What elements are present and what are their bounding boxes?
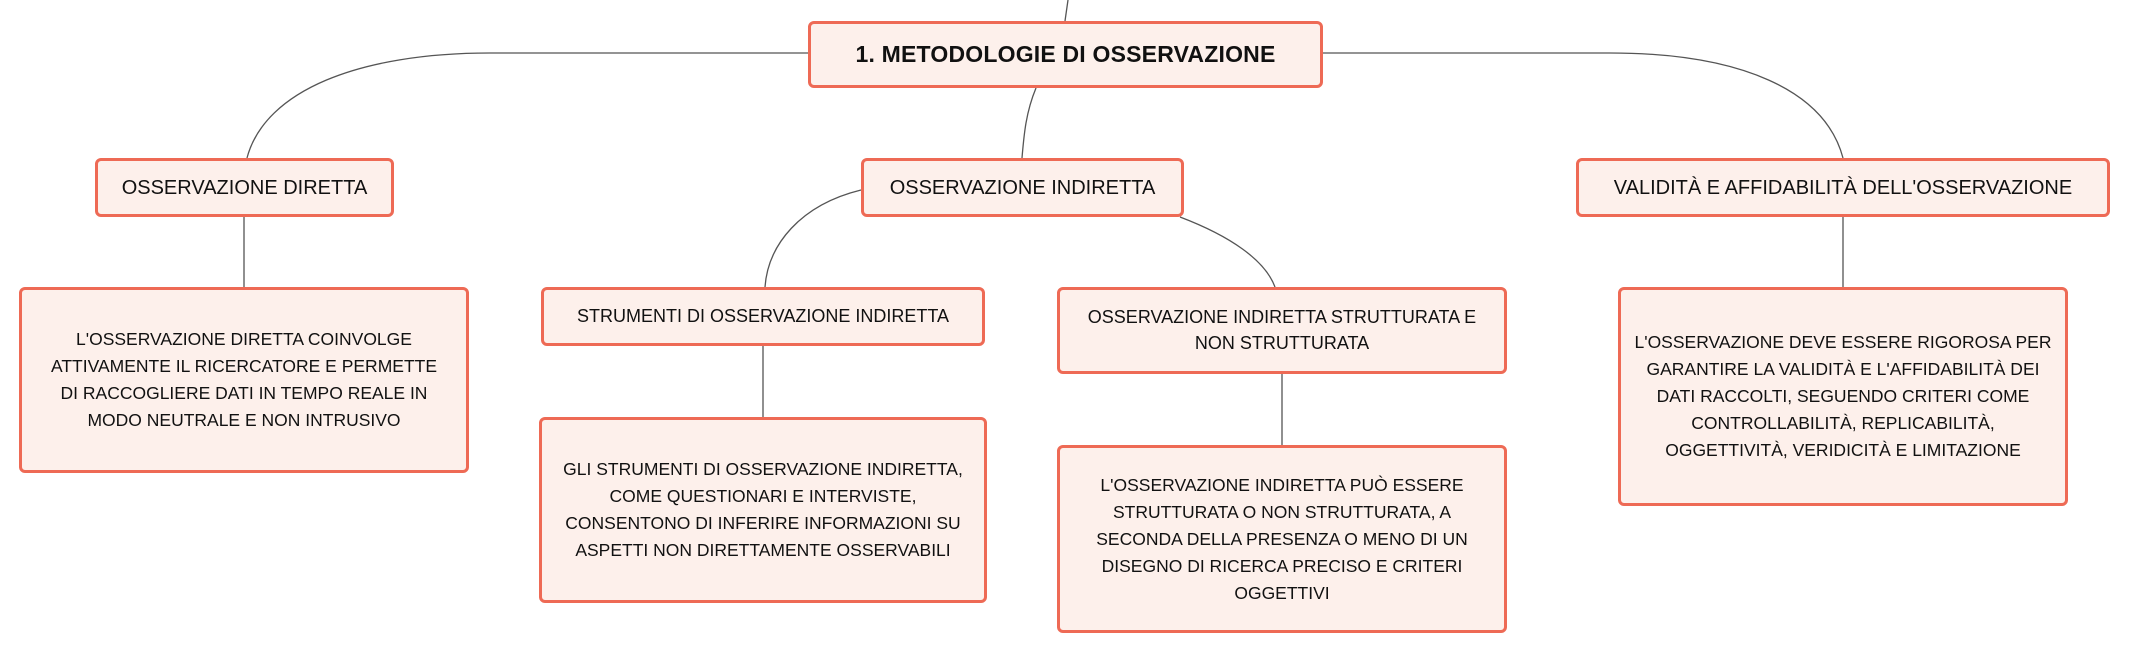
description-strumenti[interactable] bbox=[539, 417, 987, 603]
description-strutturata-text: L'OSSERVAZIONE INDIRETTA PUÒ ESSERE STRUTTURATA O NON STRUTTURATA, A SECONDA DELLA PRESENZA O MENO DI UN DISEGNO DI RICERCA PRECISO E CRITERI OGGETTIVI bbox=[1096, 474, 1468, 603]
connector-indiretta-to-strutturata bbox=[1180, 217, 1275, 287]
description-validita-text: L'OSSERVAZIONE DEVE ESSERE RIGOROSA PER GARANTIRE LA VALIDITÀ E L'AFFIDABILITÀ DEI DATI RACCOLTI, SEGUENDO CRITERI COME CONTROLLABILITÀ, REPLICABILITÀ, OGGETTIVITÀ, VERIDICITÀ E LIMITAZIONE bbox=[1634, 332, 2052, 460]
node-osservazione-strutturata-label: OSSERVAZIONE INDIRETTA STRUTTURATA E NON STRUTTURATA bbox=[1087, 307, 1477, 353]
root-node[interactable] bbox=[808, 21, 1323, 88]
node-strumenti-osservazione-indiretta-label: STRUMENTI DI OSSERVAZIONE INDIRETTA bbox=[576, 305, 950, 326]
root-node-label: 1. METODOLOGIE DI OSSERVAZIONE bbox=[855, 41, 1276, 68]
description-strumenti-text: GLI STRUMENTI DI OSSERVAZIONE INDIRETTA, COME QUESTIONARI E INTERVISTE, CONSENTONO DI INFERIRE INFORMAZIONI SU ASPETTI NON DIRETTAMENTE OSSERVABILI bbox=[563, 459, 963, 560]
connector-root-to-osservazione-indiretta bbox=[1022, 88, 1036, 158]
description-osservazione-diretta-text: L'OSSERVAZIONE DIRETTA COINVOLGE ATTIVAMENTE IL RICERCATORE E PERMETTE DI RACCOGLIERE DATI IN TEMPO REALE IN MODO NEUTRALE E NON INTRUSIVO bbox=[50, 329, 438, 430]
description-validita[interactable] bbox=[1618, 287, 2068, 506]
connector-parent-to-root bbox=[1065, 0, 1068, 21]
connector-indiretta-to-strumenti bbox=[765, 190, 861, 287]
node-osservazione-diretta-label: OSSERVAZIONE DIRETTA bbox=[121, 176, 368, 199]
node-validita-affidabilita[interactable] bbox=[1576, 158, 2110, 217]
node-osservazione-indiretta[interactable] bbox=[861, 158, 1184, 217]
node-osservazione-indiretta-label: OSSERVAZIONE INDIRETTA bbox=[889, 176, 1156, 199]
node-validita-affidabilita-label: VALIDITÀ E AFFIDABILITÀ DELL'OSSERVAZIONE bbox=[1613, 176, 2073, 199]
node-osservazione-strutturata-non-strutturata[interactable] bbox=[1057, 287, 1507, 374]
node-strumenti-osservazione-indiretta[interactable] bbox=[541, 287, 985, 346]
connector-root-to-osservazione-diretta bbox=[247, 53, 808, 158]
description-strutturata[interactable] bbox=[1057, 445, 1507, 633]
connector-root-to-validita bbox=[1321, 53, 1843, 158]
node-osservazione-diretta[interactable] bbox=[95, 158, 394, 217]
description-osservazione-diretta[interactable] bbox=[19, 287, 469, 473]
